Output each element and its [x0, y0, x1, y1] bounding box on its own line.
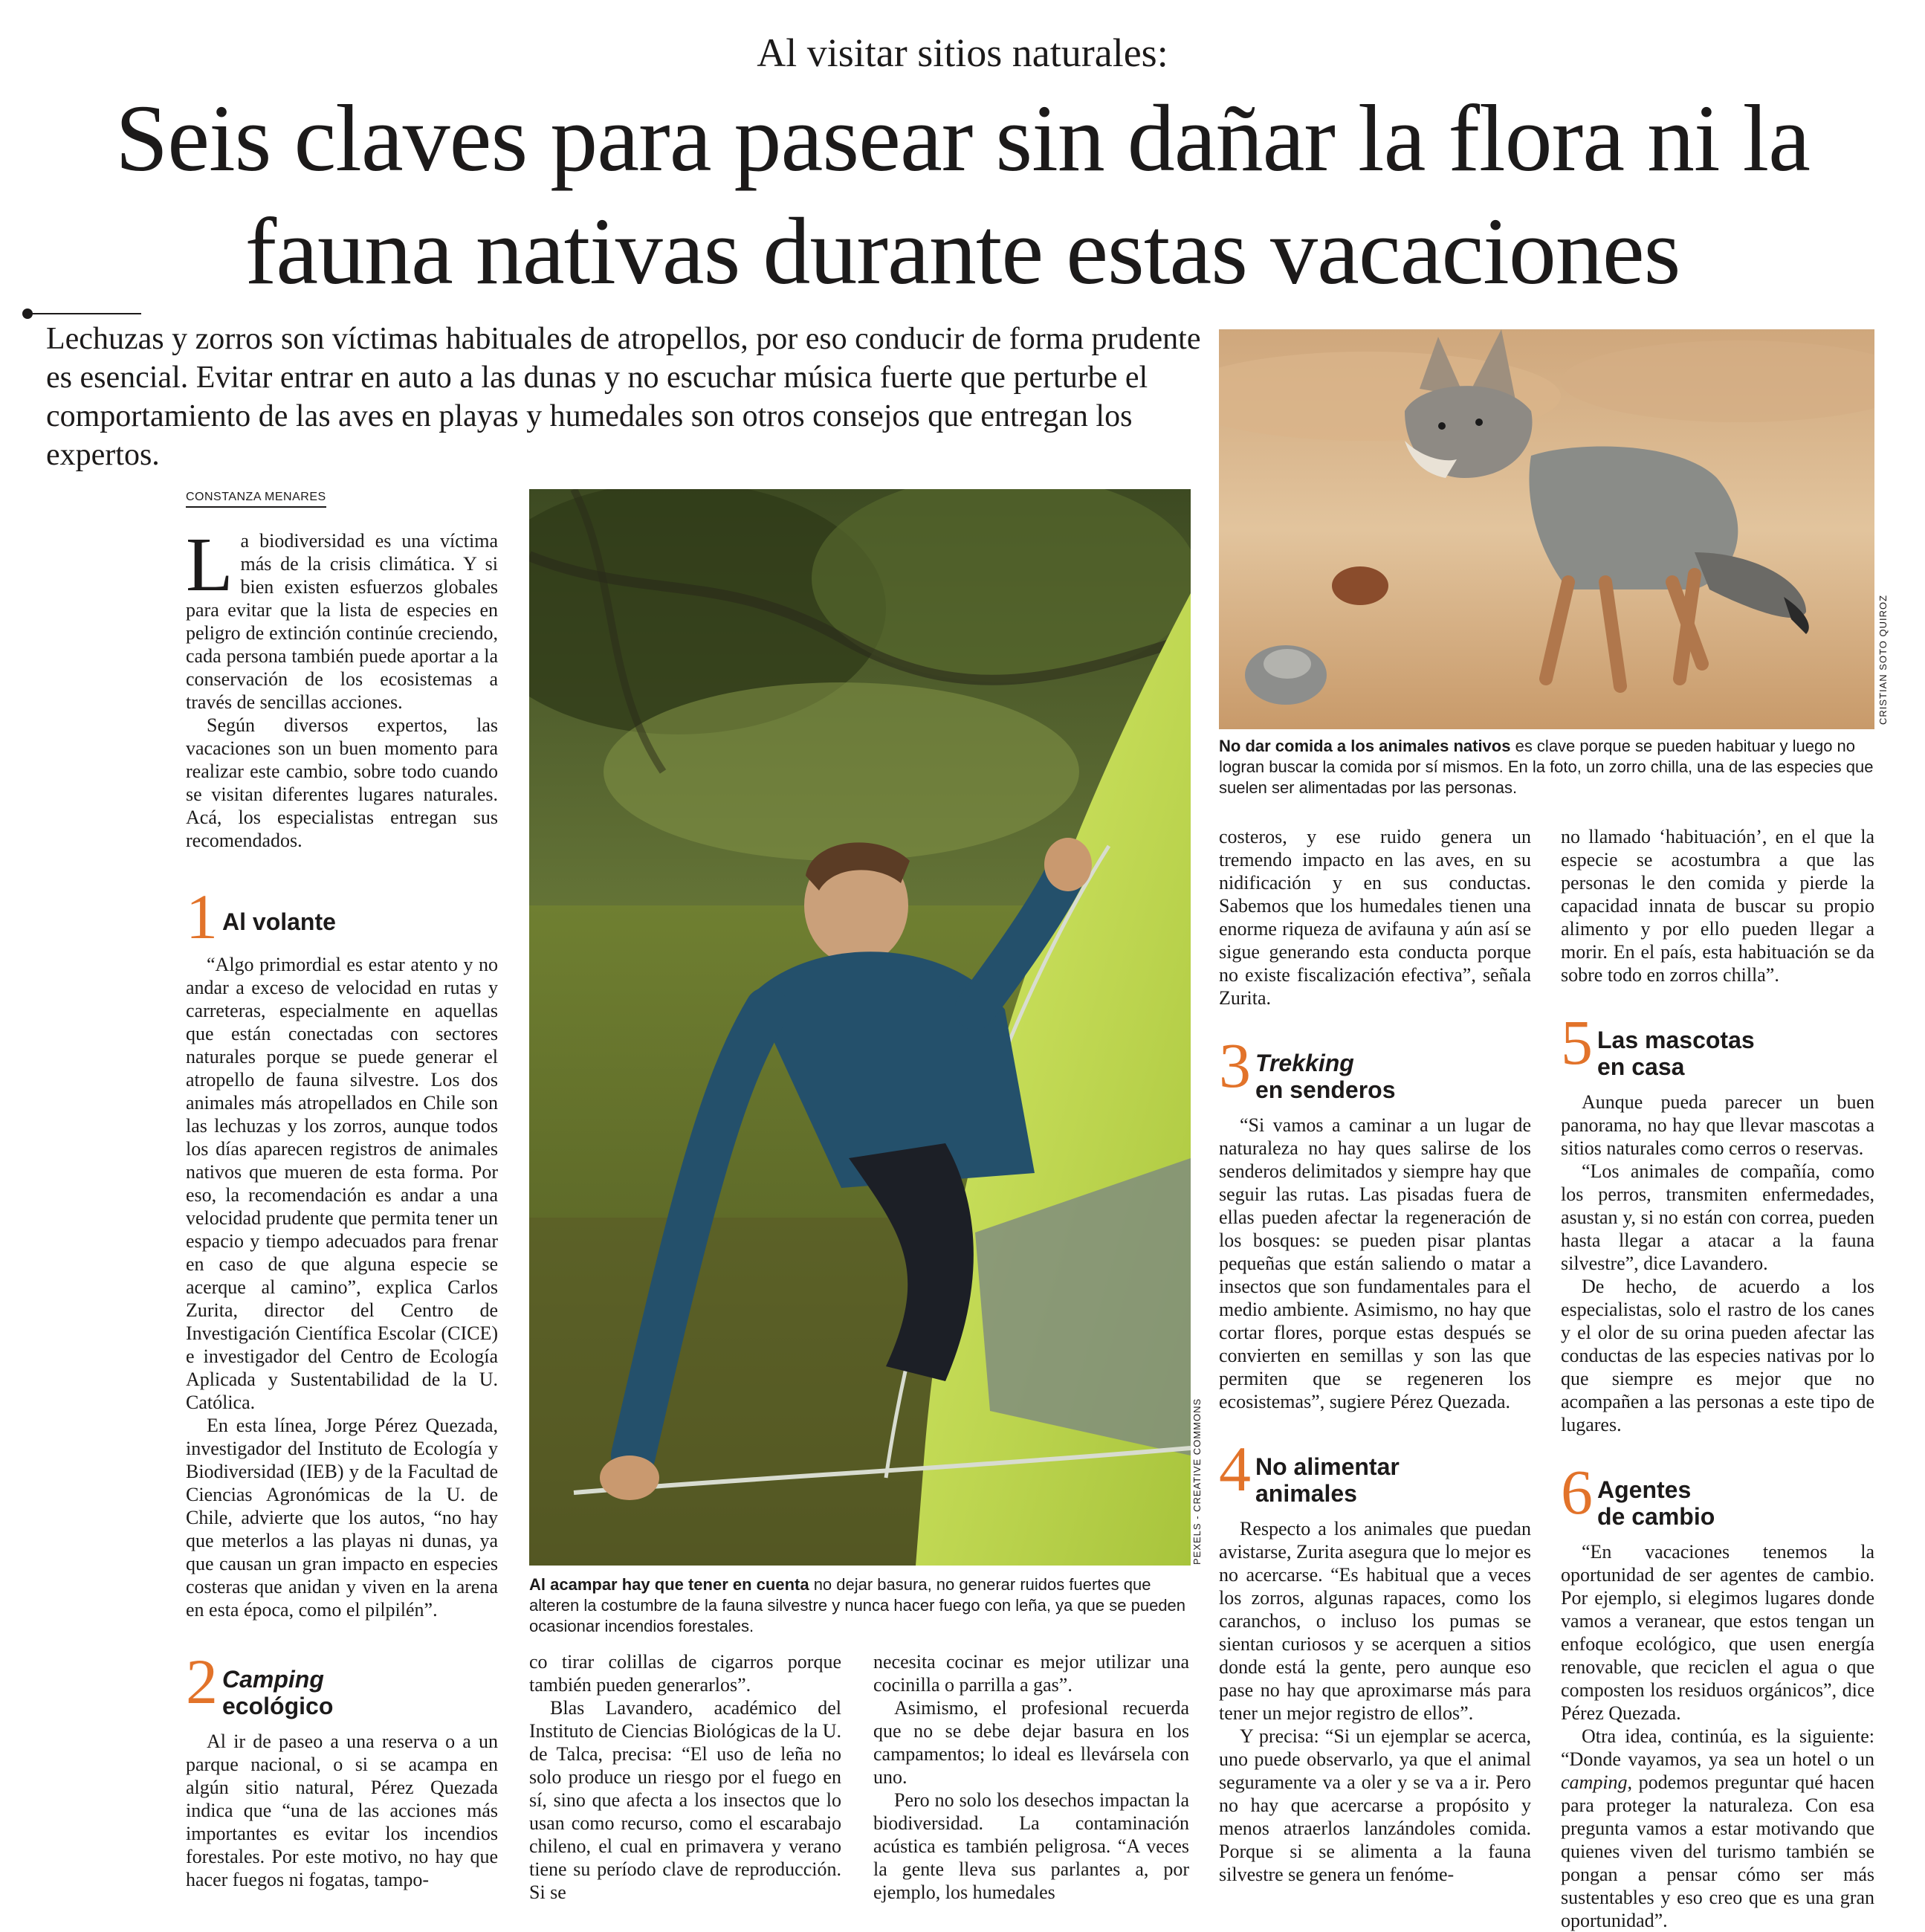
kicker: Al visitar sitios naturales: [757, 30, 1168, 75]
section-1-paragraph-1: “Algo primordial es estar atento y no andar a exceso de velocidad en rutas y carreteras, especialmente en aquellas que están conectadas con sectores naturales porque se puede generar el atropello de fauna silvestre. Los dos animales más atropellados en Chile son las lechuzas y los zorros, aunque todos los días aparecen registros de animales nativos que mueren de esta forma. Por eso, la recomendación es andar a una velocidad prudente que permita tener un espacio y tiempo adecuados para frenar en caso de que alguna especie se acerque al camino”, explica Carlos Zurita, director del Centro de Investigación Científica Escolar (CICE) e investigador del Centro de Ecología Aplicada y Sustentabilidad de la U. Católica. [186, 954, 498, 1413]
section-4-paragraph-2: Y precisa: “Si un ejemplar se acerca, uno puede observarlo, ya que el animal seguramente va a oler y se va a ir. Pero no hay que acercarse a propósito y menos atraerlos lanzándoles comida. Porque si se alimenta a la fauna silvestre se genera un fenóme- [1219, 1725, 1531, 1885]
intro-paragraph-1: La biodiversidad es una víctima más de la crisis climática. Y si bien existen esfuerzos globales para evitar que la lista de especies en peligro de extinción continúe creciendo, cada persona también puede aportar a la conservación de los ecosistemas a través de sencillas acciones. [186, 522, 498, 713]
fox-illustration [1219, 329, 1874, 729]
section-number: 5 [1561, 1007, 1593, 1078]
section-title: Agentes de cambio [1597, 1476, 1715, 1530]
section-title: Las mascotas en casa [1597, 1027, 1755, 1080]
section-title: No alimentar animales [1255, 1453, 1400, 1507]
section-6-paragraph-1: “En vacaciones tenemos la oportunidad de ser agentes de cambio. Por ejemplo, si elegimos lugares donde vamos a veranear, que estos tengan un enfoque ecológico, que usen energía renovable, que reciclen el agua o que composten los residuos orgánicos”, dice Pérez Quezada. [1561, 1541, 1874, 1724]
column-4-paragraph-1: costeros, y ese ruido genera un tremendo impacto en las aves, en su nidificación y en sus conductas. Sabemos que los humedales tienen una enorme riqueza de avifauna y aún así se sigue generando esta conducta porque no existe fiscalización efectiva”, señala Zurita. [1219, 826, 1531, 1009]
fox-photo [1219, 329, 1874, 729]
column-3-paragraph-1: necesita cocinar es mejor utilizar una cocinilla o parrilla a gas”. [873, 1651, 1189, 1696]
section-title: Trekking en senderos [1255, 1050, 1396, 1103]
camping-illustration [529, 489, 1191, 1566]
section-5-heading [1561, 1007, 1874, 1080]
camping-photo [529, 489, 1191, 1566]
rule-line [30, 313, 141, 314]
column-3-paragraph-3: Pero no solo los desechos impactan la biodiversidad. La contaminación acústica es también peligrosa. “A veces la gente lleva sus parlantes a, por ejemplo, los humedales [873, 1789, 1189, 1903]
section-3-paragraph-1: “Si vamos a caminar a un lugar de naturaleza no hay ques salirse de los senderos delimitados y siempre hay que seguir las rutas. Las pisadas fuera de ellas pueden afectar la regeneración de los bosques: se pueden pisar plantas pequeñas que están saliendo o matar a insectos que son fundamentales para el medio ambiente. Asimismo, no hay que cortar flores, porque estas después se convierten en semillas y son las que permiten que se regeneren los ecosistemas”, sugiere Pérez Quezada. [1219, 1114, 1531, 1412]
column-2 [529, 1650, 841, 1904]
drop-cap: L [186, 522, 233, 607]
section-5-paragraph-2: “Los animales de compañía, como los perros, transmiten enfermedades, asustan y, si no están con correa, pueden hasta llegar a atacar a la fauna silvestre”, dice Lavandero. [1561, 1160, 1874, 1274]
section-number: 4 [1219, 1433, 1251, 1505]
column-5-paragraph-1: no llamado ‘habituación’, en el que la especie se acostumbra a que las personas le den comida y pierde la capacidad innata de buscar su propio alimento y por ello pueden llegar a morir. En el país, esta habituación se da sobre todo en zorros chilla”. [1561, 826, 1874, 986]
section-4-paragraph-1: Respecto a los animales que puedan avistarse, Zurita asegura que lo mejor es no acercarse. “Es habitual que a veces los zorros, algunas rapaces, como los caranchos, o incluso los pumas se sientan curiosos y se acerquen a sitios donde está la gente, pero aunque eso pase no hay que aproximarse más para tener un mejor registro de ellos”. [1219, 1518, 1531, 1724]
section-5-paragraph-3: De hecho, de acuerdo a los especialistas, solo el rastro de los canes y el olor de su orina pueden afectar las conductas de las especies nativas por lo que siempre es mejor que no acompañen a las personas a este tipo de lugares. [1561, 1276, 1874, 1435]
column-5 [1561, 825, 1874, 1932]
column-2-paragraph-2: Blas Lavandero, académico del Instituto de Ciencias Biológicas de la U. de Talca, precisa: “El uso de leña no solo produce un riesgo por el fuego en sí, sino que afecta a los insectos que lo usan como recurso, como el escarabajo chileno, el cual en primavera y verano tiene su período clave de reproducción. Si se [529, 1697, 841, 1903]
section-1-heading [186, 881, 498, 952]
section-4-heading [1219, 1433, 1531, 1507]
fox-photo-caption: No dar comida a los animales nativos es clave porque se pueden habituar y luego no logran buscar la comida por sí mismos. En la foto, un zorro chilla, una de las especies que suelen ser alimentadas por las personas. [1219, 737, 1874, 797]
column-3 [873, 1650, 1189, 1904]
section-title: Camping ecológico [222, 1666, 334, 1719]
camping-photo-credit: PEXELS - CREATIVE COMMONS [1191, 1398, 1203, 1565]
fox-photo-credit: CRISTIAN SOTO QUIROZ [1877, 594, 1889, 725]
section-3-heading [1219, 1030, 1531, 1103]
section-title: Al volante [222, 908, 336, 935]
deck: Lechuzas y zorros son víctimas habituales de atropellos, por eso conducir de forma prudente es esencial. Evitar entrar en auto a las dunas y no escuchar música fuerte que perturbe el comportamiento de las aves en playas y humedales son otros consejos que entregan los expertos. [46, 322, 1201, 472]
byline: CONSTANZA MENARES [186, 491, 326, 508]
section-6-heading [1561, 1456, 1874, 1530]
section-2-paragraph-1: Al ir de paseo a una reserva o a un parque nacional, o si se acampa en algún sitio natural, Pérez Quezada indica que “una de las acciones más importantes es evitar los incendios forestales. Por este motivo, no hay que hacer fuegos ni fogatas, tampo- [186, 1731, 498, 1890]
section-number: 2 [186, 1646, 218, 1717]
section-2-heading [186, 1646, 498, 1719]
column-2-paragraph-1: co tirar colillas de cigarros porque también pueden generarlos”. [529, 1651, 841, 1696]
section-number: 6 [1561, 1456, 1593, 1528]
column-4 [1219, 825, 1531, 1886]
headline: Seis claves para pasear sin dañar la flora ni la fauna nativas durante estas vacaciones [115, 85, 1810, 304]
camping-photo-caption: Al acampar hay que tener en cuenta no dejar basura, no generar ruidos fuertes que alteren la costumbre de la fauna silvestre y nunca hacer fuego con leña, ya que se pueden ocasionar incendios forestales. [529, 1575, 1186, 1635]
section-1-paragraph-2: En esta línea, Jorge Pérez Quezada, investigador del Instituto de Ecología y Biodiversidad (IEB) y de la Facultad de Ciencias Agronómicas de la U. de Chile, advierte que los autos, “no hay que meterlos a las playas ni dunas, ya que causan un gran impacto en especies costeras que anidan y viven en la arena en esta época, como el pilpilén”. [186, 1415, 498, 1621]
intro-paragraph-2: Según diversos expertos, las vacaciones son un buen momento para realizar este cambio, sobre todo cuando se visitan diferentes lugares naturales. Acá, los especialistas entregan sus recomendados. [186, 714, 498, 851]
section-6-paragraph-2: Otra idea, continúa, es la siguiente: “Donde vayamos, ya sea un hotel o un camping, podemos preguntar qué hacen para proteger la naturaleza. Con esa pregunta vamos a estar motivando que quienes viven del turismo también se pongan a pensar cómo ser más sustentables y eso creo que es una gran oportunidad”. [1561, 1725, 1874, 1931]
section-number: 3 [1219, 1030, 1251, 1101]
column-3-paragraph-2: Asimismo, el profesional recuerda que no se debe dejar basura en los campamentos; lo ideal es llevársela con uno. [873, 1697, 1189, 1788]
section-number: 1 [186, 881, 218, 952]
column-1 [186, 522, 498, 1891]
section-5-paragraph-1: Aunque pueda parecer un buen panorama, no hay que llevar mascotas a sitios naturales como cerros o reservas. [1561, 1091, 1874, 1159]
